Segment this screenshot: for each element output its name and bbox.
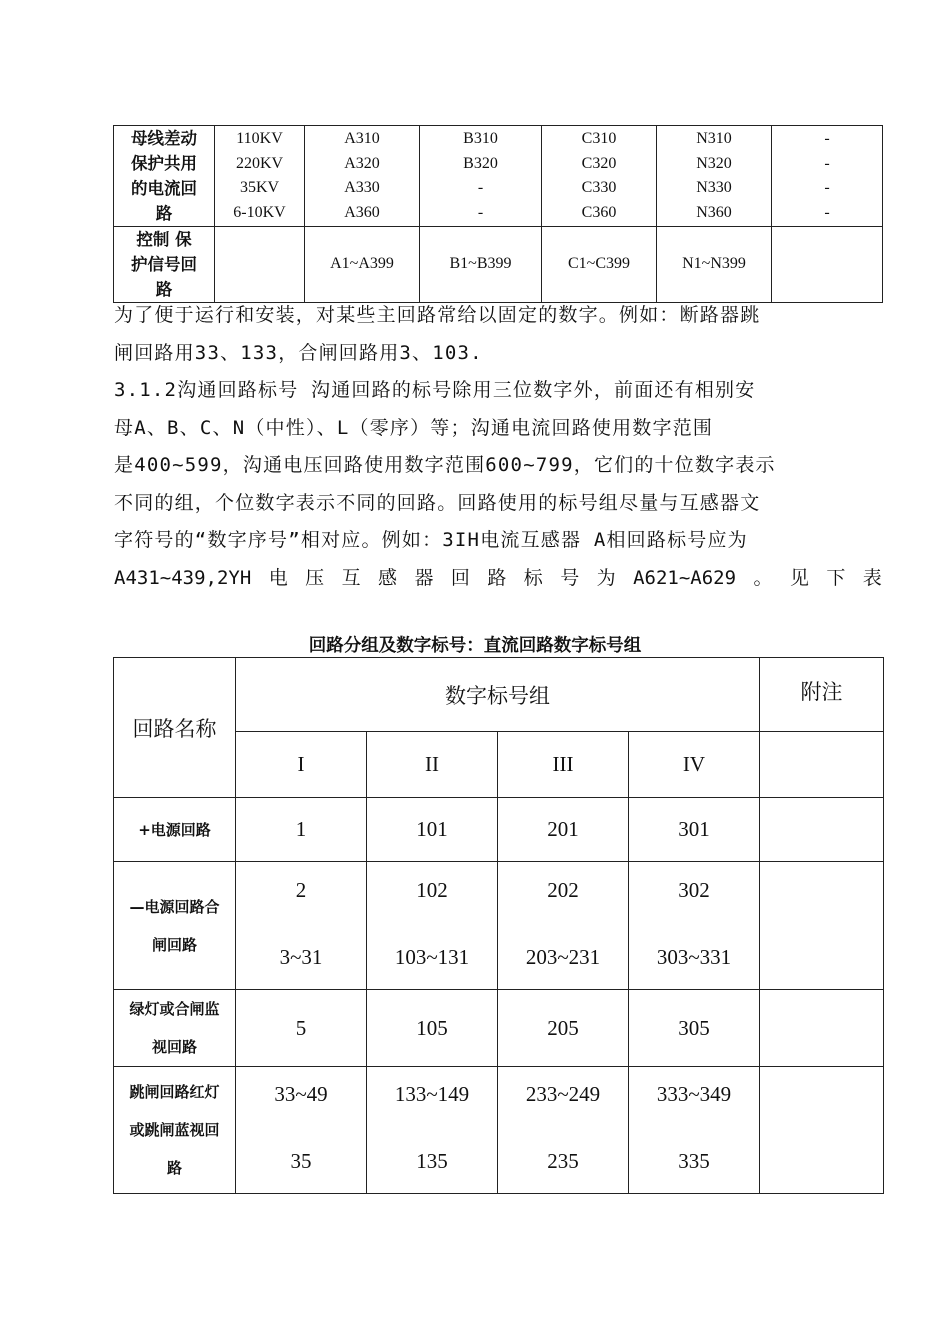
table-cell: 5 [236,990,367,1067]
row-name-cell: 母线差动 保护共用 的电流回 路 [114,126,215,227]
row-name-cell: —电源回路合 闸回路 [114,862,236,990]
row-name-cell: 跳闸回路红灯 或跳闸蓝视回 路 [114,1067,236,1194]
paragraph-line: 字符号的“数字序号”相对应。例如：3IH电流互感器 A相回路标号应为 [114,529,748,551]
note-header: 附注 [760,658,884,732]
table-row [114,126,883,227]
paragraph-line: 是400~599，沟通电压回路使用数字范围600~799，它们的十位数字表示 [114,454,776,476]
paragraph-line: 不同的组，个位数字表示不同的回路。回路使用的标号组尽量与互感器文 [114,491,761,514]
group-header: 数字标号组 [236,658,760,732]
table-cell [215,227,305,303]
table-cell: 105 [367,990,498,1067]
neutral-cell: N310 N320 N330 N360 [657,126,772,227]
table-cell: 133~149 135 [367,1067,498,1194]
table-cell: N1~N399 [657,227,772,303]
table-cell: 2 3~31 [236,862,367,990]
roman-header: II [367,732,498,798]
table-cell: C1~C399 [542,227,657,303]
phase-a-cell: A310 A320 A330 A360 [305,126,420,227]
table-row [114,862,884,990]
table-cell: 305 [629,990,760,1067]
col-name-header: 回路名称 [114,658,236,798]
note-cell [760,732,884,798]
paragraph-line: 3.1.2沟通回路标号 沟通回路的标号除用三位数字外，前面还有相别安 [114,379,756,401]
main-table [113,657,884,1194]
table-cell: 102 103~131 [367,862,498,990]
row-name-cell: +电源回路 [114,798,236,862]
roman-header: I [236,732,367,798]
table-cell: 333~349 335 [629,1067,760,1194]
note-cell [760,1067,884,1194]
extra-cell: - - - - [772,126,883,227]
note-cell [760,990,884,1067]
table-cell: 302 303~331 [629,862,760,990]
header-row [114,658,884,732]
paragraph-line: 母A、B、C、N（中性）、L（零序）等；沟通电流回路使用数字范围 [114,416,714,439]
table-cell: 201 [498,798,629,862]
table-cell: 205 [498,990,629,1067]
roman-header: III [498,732,629,798]
paragraph-2 [114,372,882,597]
note-cell [760,862,884,990]
table-row [114,1067,884,1194]
table-row [114,990,884,1067]
table-row [114,798,884,862]
table-cell: 301 [629,798,760,862]
row-name-cell: 绿灯或合闸监 视回路 [114,990,236,1067]
table-cell: 233~249 235 [498,1067,629,1194]
phase-b-cell: B310 B320 - - [420,126,542,227]
table-cell [772,227,883,303]
table-row [114,227,883,303]
paragraph-line-justified: A431~439,2YH 电 压 互 感 器 回 路 标 号 为 A621~A629 。 见 下 表 [114,566,882,589]
table-cell: 1 [236,798,367,862]
note-cell [760,798,884,862]
table-cell: A1~A399 [305,227,420,303]
voltage-cell: 110KV 220KV 35KV 6-10KV [215,126,305,227]
paragraph-line: 闸回路用33、133，合闸回路用3、103. [114,341,483,364]
table-cell: 101 [367,798,498,862]
top-table [113,125,883,303]
table-cell: 202 203~231 [498,862,629,990]
table-cell: B1~B399 [420,227,542,303]
table-caption: 回路分组及数字标号：直流回路数字标号组 [308,636,642,656]
row-name-cell: 控制 保 护信号回 路 [114,227,215,303]
table-cell: 33~49 35 [236,1067,367,1194]
paragraph-1 [114,297,882,372]
paragraph-line: 为了便于运行和安装，对某些主回路常给以固定的数字。例如：断路器跳 [114,304,761,326]
phase-c-cell: C310 C320 C330 C360 [542,126,657,227]
roman-header: IV [629,732,760,798]
